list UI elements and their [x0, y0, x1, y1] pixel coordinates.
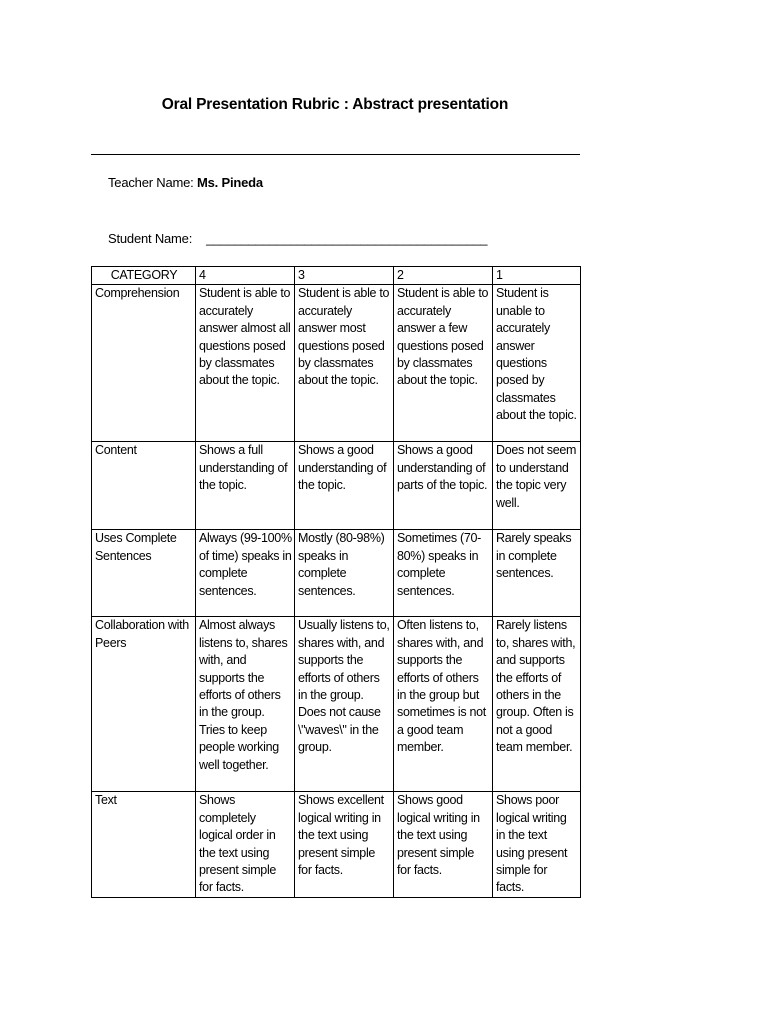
row-cell: Student is able to accurately answer a few questions posed by classmates about the topic.	[394, 285, 493, 442]
row-category: Text	[92, 792, 196, 897]
table-header-row	[92, 267, 581, 285]
row-cell: Student is able to accurately answer almost all questions posed by classmates about the topic.	[196, 285, 295, 442]
row-cell: Shows a good understanding of the topic.	[295, 442, 394, 530]
row-category: Comprehension	[92, 285, 196, 442]
teacher-name-value: Ms. Pineda	[196, 175, 263, 190]
student-name-blank: ________________________________________	[206, 231, 488, 246]
table-row	[92, 792, 581, 897]
row-cell: Mostly (80-98%) speaks in complete sentences.	[295, 530, 394, 617]
row-cell: Always (99-100% of time) speaks in complete sentences.	[196, 530, 295, 617]
student-name-label: Student Name:	[108, 231, 193, 246]
row-category: Uses Complete Sentences	[92, 530, 196, 617]
title-divider	[91, 154, 580, 155]
row-cell: Shows a good understanding of parts of the topic.	[394, 442, 493, 530]
row-cell: Does not seem to understand the topic very well.	[493, 442, 581, 530]
row-cell: Usually listens to, shares with, and supports the efforts of others in the group. Does not cause \"waves\" in the group.	[295, 617, 394, 792]
header-category: CATEGORY	[92, 267, 196, 285]
row-category: Content	[92, 442, 196, 530]
row-cell: Rarely listens to, shares with, and supports the efforts of others in the group. Often is not a good team member.	[493, 617, 581, 792]
row-cell: Shows completely logical order in the text using present simple for facts.	[196, 792, 295, 897]
teacher-name-line	[108, 175, 263, 190]
table-row	[92, 530, 581, 617]
row-cell: Shows excellent logical writing in the text using present simple for facts.	[295, 792, 394, 897]
row-cell: Student is able to accurately answer most questions posed by classmates about the topic.	[295, 285, 394, 442]
row-cell: Student is unable to accurately answer questions posed by classmates about the topic.	[493, 285, 581, 442]
rubric-table	[91, 266, 581, 898]
row-cell: Almost always listens to, shares with, and supports the efforts of others in the group. Tries to keep people working well together.	[196, 617, 295, 792]
header-score-4: 4	[196, 267, 295, 285]
row-cell: Sometimes (70-80%) speaks in complete sentences.	[394, 530, 493, 617]
student-name-line	[108, 231, 487, 246]
document-title: Oral Presentation Rubric : Abstract presentation	[161, 96, 509, 113]
header-score-2: 2	[394, 267, 493, 285]
table-row	[92, 442, 581, 530]
header-score-3: 3	[295, 267, 394, 285]
header-score-1: 1	[493, 267, 581, 285]
table-row	[92, 617, 581, 792]
row-cell: Shows good logical writing in the text using present simple for facts.	[394, 792, 493, 897]
row-cell: Often listens to, shares with, and supports the efforts of others in the group but sometimes is not a good team member.	[394, 617, 493, 792]
teacher-name-label: Teacher Name:	[108, 175, 194, 190]
table-row	[92, 285, 581, 442]
row-cell: Shows a full understanding of the topic.	[196, 442, 295, 530]
row-category: Collaboration with Peers	[92, 617, 196, 792]
row-cell: Rarely speaks in complete sentences.	[493, 530, 581, 617]
row-cell: Shows poor logical writing in the text using present simple for facts.	[493, 792, 581, 897]
